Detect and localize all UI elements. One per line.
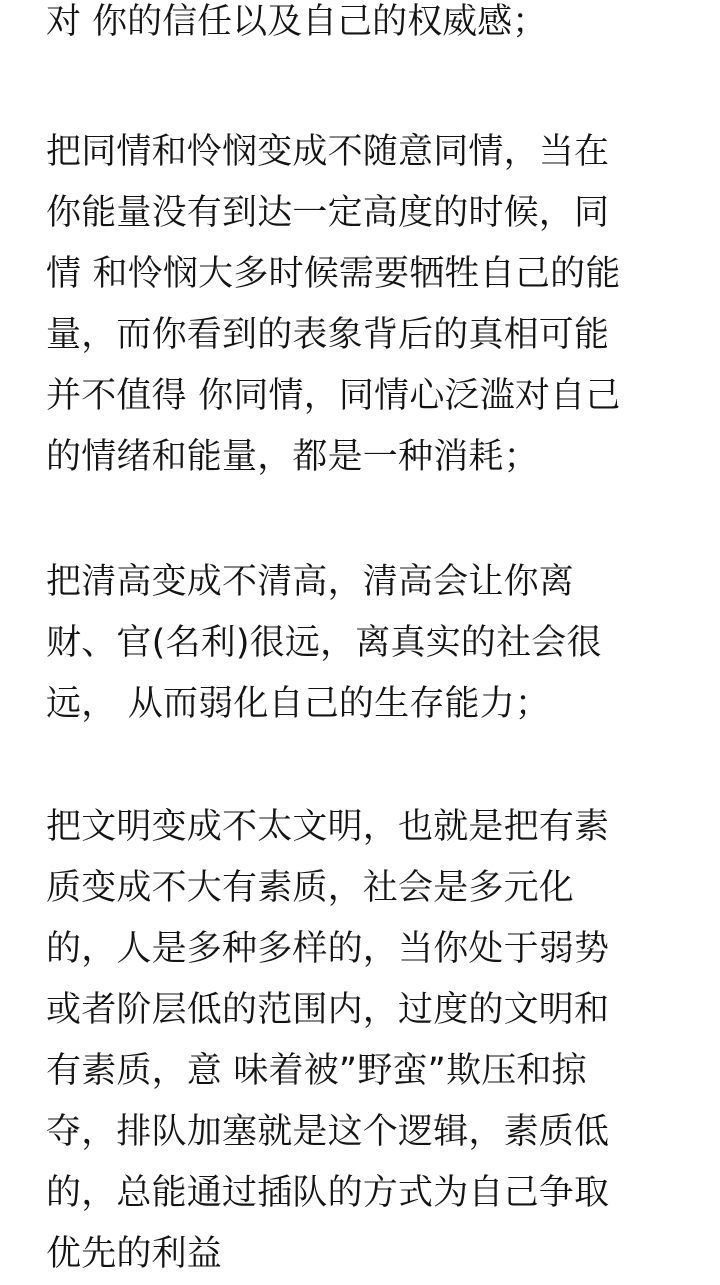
article-text-line: 优先的利益: [46, 1234, 223, 1274]
paragraph-civility: [46, 797, 609, 1285]
article-text-line: 你能量没有到达一定高度的时候，同: [46, 193, 610, 233]
article-text-line: 远， 从而弱化自己的生存能力；: [46, 684, 551, 724]
article-text-line: 的情绪和能量，都是一种消耗；: [46, 437, 539, 477]
article-text-line: 有素质，意 味着被”野蛮”欺压和掠: [46, 1051, 587, 1091]
article-text-line: 对 你的信任以及自己的权威感；: [46, 2, 548, 42]
article-text-line: 夺，排队加塞就是这个逻辑，素质低: [46, 1112, 610, 1152]
paragraph-sympathy: [46, 122, 621, 488]
article-text-line: 把清高变成不清高，清高会让你离: [46, 562, 575, 602]
article-text-line: 的，总能通过插队的方式为自己争取: [46, 1173, 610, 1213]
paragraph-aloofness: [46, 552, 602, 735]
article-text-line: 并不值得 你同情，同情心泛滥对自己: [46, 376, 621, 416]
article-text-line: 量，而你看到的表象背后的真相可能: [46, 315, 610, 355]
article-text-line: 或者阶层低的范围内，过度的文明和: [46, 990, 610, 1030]
article-text-line: 质变成不大有素质，社会是多元化: [46, 868, 575, 908]
article-text-line: 把文明变成不太文明，也就是把有素: [46, 807, 610, 847]
article-text-line: 的，人是多种多样的，当你处于弱势: [46, 929, 610, 969]
article-text-line: 财、官(名利)很远，离真实的社会很: [46, 623, 602, 663]
article-text-line: 把同情和怜悯变成不随意同情，当在: [46, 132, 610, 172]
article-text-line: 情 和怜悯大多时候需要牺牲自己的能: [46, 254, 621, 294]
